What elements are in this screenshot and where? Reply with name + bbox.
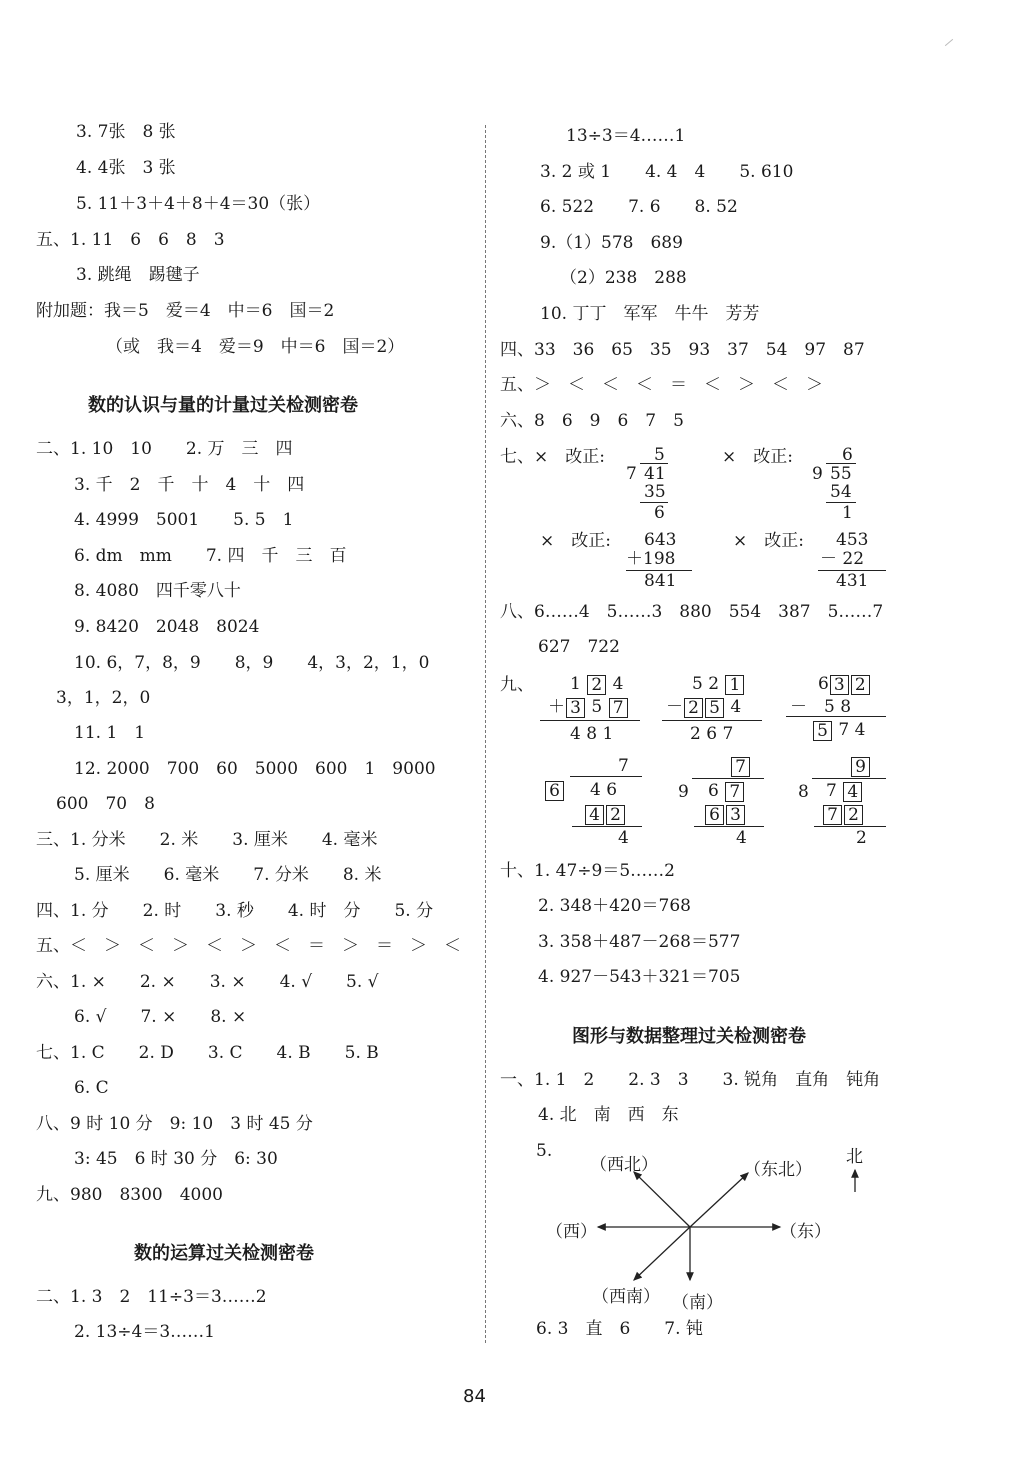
answer-box: 6 (545, 781, 564, 801)
answer-line: 12. 2000 700 60 5000 600 1 9000 (74, 759, 436, 779)
answer-line: 9. 8420 2048 8024 (74, 617, 260, 637)
answer-line: 三、1. 分米 2. 米 3. 厘米 4. 毫米 (36, 830, 378, 850)
answer-line: 600 70 8 (56, 794, 155, 814)
answer-box: 4 (585, 805, 604, 825)
answer-line: 4. 927－543＋321＝705 (538, 967, 741, 987)
answer-line: 六、8 6 9 6 7 5 (500, 411, 684, 431)
column-divider (485, 125, 486, 1343)
answer-box: 7 (725, 782, 744, 802)
answer-box: 6 (705, 805, 724, 825)
answer-line: 九、 (500, 675, 534, 695)
vertical-subtraction-boxes: 5 2 1 － 2 5 4 2 6 7 (662, 672, 762, 748)
answer-line: 五、＞ ＜ ＜ ＜ ＝ ＜ ＞ ＜ ＞ (500, 375, 823, 395)
answer-line: 四、33 36 65 35 93 37 54 97 87 (500, 340, 865, 360)
answer-line: 八、9 时 10 分 9: 10 3 时 45 分 (36, 1114, 313, 1134)
answer-box: 9 (851, 757, 870, 777)
vertical-addition: 643 ＋198 841 (622, 530, 694, 594)
answer-box: 2 (851, 675, 870, 695)
answer-line: 3. 7张 8 张 (76, 122, 176, 142)
answer-box: 2 (606, 805, 625, 825)
answer-line: 9.（1）578 689 (540, 233, 683, 253)
answer-line: 6. √ 7. × 8. × (74, 1007, 247, 1027)
answer-box: 2 (844, 805, 863, 825)
answer-line: 6. 522 7. 6 8. 52 (540, 197, 738, 217)
answer-line: 五、＜ ＞ ＜ ＞ ＜ ＞ ＜ ＝ ＞ ＝ ＞ ＜ (36, 936, 461, 956)
answer-line: 3，1，2，0 (56, 688, 151, 708)
answer-line: 一、1. 1 2 2. 3 3 3. 锐角 直角 钝角 (500, 1070, 881, 1090)
answer-line: 11. 1 1 (74, 723, 146, 743)
answer-line: 六、1. × 2. × 3. × 4. √ 5. √ (36, 972, 379, 992)
answer-line: 4. 北 南 西 东 (538, 1105, 679, 1125)
answer-line: 5. (536, 1141, 553, 1161)
answer-line: （2）238 288 (560, 268, 687, 288)
answer-line: × 改正: (722, 447, 793, 467)
long-division: 5 7 41 35 6 (622, 445, 672, 525)
answer-line: 3: 45 6 时 30 分 6: 30 (74, 1149, 278, 1169)
compass-label-north: 北 (846, 1147, 863, 1167)
answer-line: 九、980 8300 4000 (36, 1185, 223, 1205)
long-division-boxes: 7 6 4 6 4 2 4 (542, 754, 642, 846)
answer-line: 627 722 (538, 637, 620, 657)
answer-box: 4 (843, 782, 862, 802)
answer-line: 2. 348＋420＝768 (538, 896, 691, 916)
answer-line: 3. 358＋487－268＝577 (538, 932, 741, 952)
answer-line: （或 我＝4 爱＝9 中＝6 国＝2） (106, 337, 405, 357)
compass-label-south: （南） (672, 1293, 723, 1313)
answer-line: 附加题：我＝5 爱＝4 中＝6 国＝2 (36, 301, 335, 321)
answer-line: 4. 4999 5001 5. 5 1 (74, 510, 294, 530)
answer-line: 5. 厘米 6. 毫米 7. 分米 8. 米 (74, 865, 382, 885)
answer-box: 1 (725, 675, 744, 695)
answer-line: 3. 跳绳 踢毽子 (76, 265, 200, 285)
compass-label-west: （西） (546, 1222, 597, 1242)
answer-line: 四、1. 分 2. 时 3. 秒 4. 时 分 5. 分 (36, 901, 434, 921)
answer-box: 3 (726, 805, 745, 825)
answer-line: 3. 2 或 1 4. 4 4 5. 610 (540, 162, 794, 182)
compass-label-east: （东） (780, 1222, 831, 1242)
long-division-boxes: 9 8 7 4 7 2 2 (796, 754, 888, 846)
answer-box: 2 (684, 698, 703, 718)
section-heading: 数的认识与量的计量过关检测密卷 (88, 395, 358, 416)
compass-label-northeast: （东北） (744, 1160, 812, 1180)
answer-line: 4. 4张 3 张 (76, 158, 176, 178)
answer-box: 7 (731, 757, 750, 777)
answer-line: 6. 3 直 6 7. 钝 (536, 1319, 703, 1339)
answer-line: 七、1. C 2. D 3. C 4. B 5. B (36, 1043, 379, 1063)
answer-box: 5 (813, 721, 832, 741)
answer-line: 七、× 改正: (500, 447, 605, 467)
answer-box: 3 (830, 675, 849, 695)
answer-line: 5. 11＋3＋4＋8＋4＝30（张） (76, 194, 321, 214)
answer-line: 二、1. 3 2 11÷3＝3……2 (36, 1287, 267, 1307)
answer-box: 2 (587, 675, 606, 695)
vertical-subtraction-boxes: 6 3 2 － 5 8 5 7 4 (786, 672, 886, 748)
answer-line: 6. C (74, 1078, 109, 1098)
answer-line: × 改正: (540, 531, 611, 551)
answer-line: 10. 丁丁 军军 牛牛 芳芳 (540, 304, 760, 324)
answer-box: 7 (823, 805, 842, 825)
answer-line: 3. 千 2 千 十 4 十 四 (74, 475, 305, 495)
long-division-boxes: 7 9 6 7 6 3 4 (676, 754, 766, 846)
answer-line: 13÷3＝4……1 (566, 126, 686, 146)
scan-mark (945, 39, 953, 46)
vertical-addition-boxes: 1 2 4 ＋ 3 5 7 4 8 1 (540, 672, 640, 748)
answer-line: 10. 6，7，8，9 8，9 4，3，2，1，0 (74, 653, 430, 673)
answer-box: 3 (566, 698, 585, 718)
answer-box: 5 (705, 698, 724, 718)
answer-box: 7 (609, 698, 628, 718)
section-heading: 图形与数据整理过关检测密卷 (572, 1026, 806, 1047)
long-division: 6 9 55 54 1 (808, 445, 858, 525)
answer-line: 八、6……4 5……3 880 554 387 5……7 (500, 602, 884, 622)
compass-label-southwest: （西南） (592, 1287, 660, 1307)
answer-line: 2. 13÷4＝3……1 (74, 1322, 215, 1342)
section-heading: 数的运算过关检测密卷 (134, 1243, 314, 1264)
answer-line: 五、1. 11 6 6 8 3 (36, 230, 225, 250)
answer-line: 二、1. 10 10 2. 万 三 四 (36, 439, 293, 459)
answer-line: 十、1. 47÷9＝5……2 (500, 861, 675, 881)
answer-line: 6. dm mm 7. 四 千 三 百 (74, 546, 347, 566)
page-number: 84 (463, 1386, 486, 1407)
vertical-subtraction: 453 － 22 431 (816, 530, 888, 594)
answer-line: × 改正: (733, 531, 804, 551)
answer-line: 8. 4080 四千零八十 (74, 581, 241, 601)
compass-label-northwest: （西北） (590, 1155, 658, 1175)
